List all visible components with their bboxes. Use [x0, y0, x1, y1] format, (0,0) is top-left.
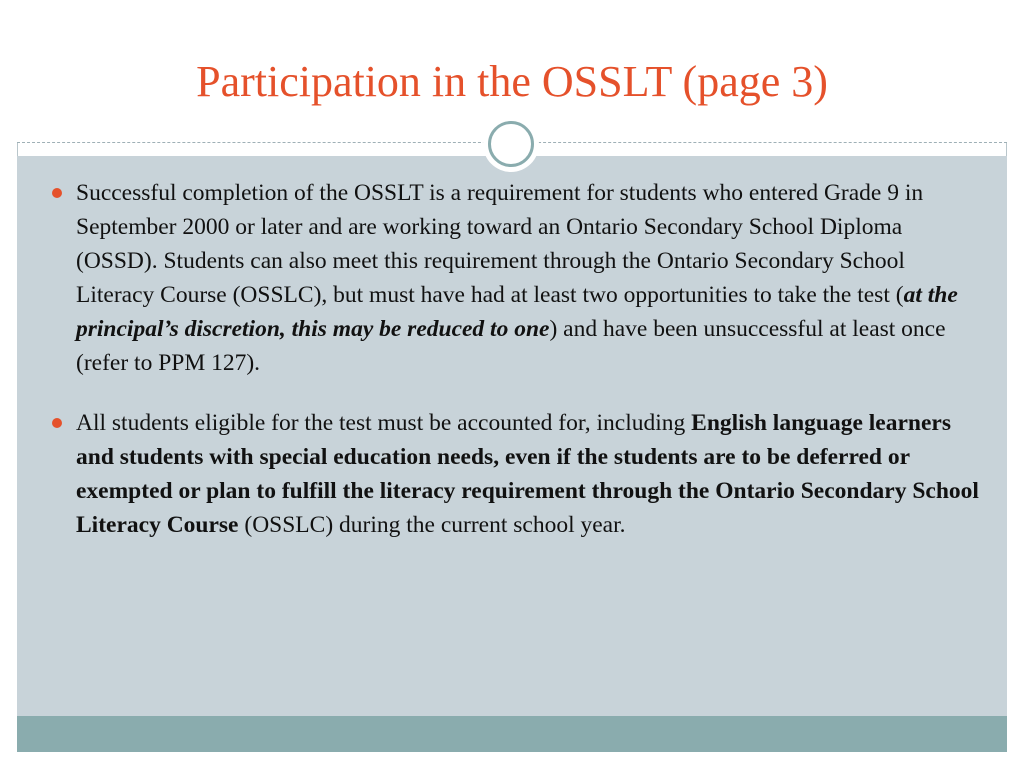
slide-title: Participation in the OSSLT (page 3): [196, 57, 828, 106]
bullet-item-completion: [50, 176, 980, 380]
bullet-text-end: (OSSLC) during the current school year.: [238, 512, 626, 538]
bullet-list: [50, 176, 980, 568]
bullet-text: Successful completion of the OSSLT is a requirement for students who entered Grade 9 in September 2000 or later and are working toward an Ontario Secondary School Diploma (OSSD). Students can also meet this requirement through the Ontario Secondary School Literacy Course (OSSLC), but must have had at least two opportunities to take the test (: [76, 180, 924, 308]
bullet-item-eligible: [50, 406, 980, 542]
footer-bar: [17, 716, 1007, 752]
bullet-text: All students eligible for the test must be accounted for, including: [76, 410, 692, 436]
bullet-text-end: ) and have been unsuccessful at least once (refer to PPM 127).: [76, 316, 946, 376]
circle-ring: [488, 121, 534, 167]
circle-ornament-icon: [483, 116, 539, 172]
bullet-emphasis: English language learners and students with special education needs, even if the students are to be deferred or exempted or plan to fulfill the literacy requirement through the Ontario Secondary School Literacy Course: [76, 410, 979, 538]
bullet-emphasis: at the principal’s discretion, this may be reduced to one: [76, 282, 958, 342]
bullet-dot-icon: [52, 188, 62, 198]
bullet-dot-icon: [52, 418, 62, 428]
